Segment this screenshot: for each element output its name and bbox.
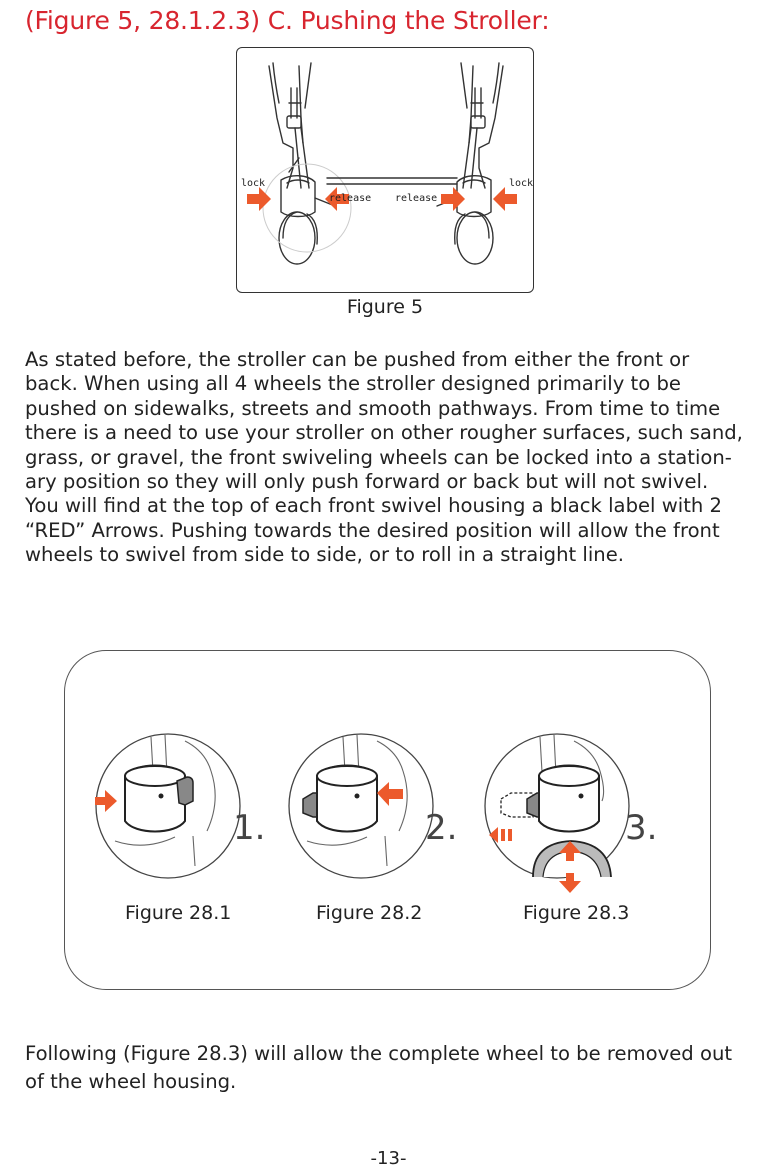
figure-28-1-caption: Figure 28.1 <box>125 902 232 924</box>
paragraph-line: there is a need to use your stroller on other rougher surfaces, such sand, <box>25 421 743 445</box>
step-1-illustration <box>95 734 265 878</box>
step-3-number: 3. <box>625 808 658 848</box>
figure-5-caption: Figure 5 <box>346 296 424 318</box>
stroller-wheels-drawing <box>237 48 535 294</box>
figure-28-panel <box>64 650 711 990</box>
label-lock-right: lock <box>509 178 534 189</box>
paragraph-line: back. When using all 4 wheels the stroller designed primarily to be <box>25 372 681 396</box>
instructions-paragraph <box>25 348 755 568</box>
label-release-left: release <box>329 193 372 204</box>
step-1-number: 1. <box>233 808 266 848</box>
paragraph-line: Following (Figure 28.3) will allow the complete wheel to be removed out <box>25 1042 733 1065</box>
label-lock-left: lock <box>241 178 266 189</box>
push-arrow-icon <box>95 790 117 812</box>
paragraph-line: grass, or gravel, the front swiveling wheels can be locked into a station- <box>25 445 732 469</box>
paragraph-line: As stated before, the stroller can be pushed from either the front or <box>25 348 690 371</box>
step-2-illustration <box>289 734 457 878</box>
label-release-right: release <box>395 193 438 204</box>
release-arrow-right-icon <box>441 187 465 211</box>
step-3-illustration <box>485 734 657 893</box>
swivel-lock-steps-drawing <box>65 651 712 991</box>
paragraph-line: wheels to swivel from side to side, or to roll in a straight line. <box>25 543 625 567</box>
page-number: -13- <box>370 1148 407 1169</box>
paragraph-line: of the wheel housing. <box>25 1070 237 1093</box>
figure-28-2-caption: Figure 28.2 <box>316 902 423 924</box>
paragraph-line: “RED” Arrows. Pushing towards the desired position will allow the front <box>25 518 720 542</box>
paragraph-line: ary position so they will only push forward or back but will not swivel. <box>25 470 709 494</box>
step-2-number: 2. <box>425 808 458 848</box>
push-arrow-icon <box>377 782 403 806</box>
paragraph-line: You will find at the top of each front swivel housing a black label with 2 <box>25 494 722 518</box>
paragraph-line: pushed on sidewalks, streets and smooth pathways. From time to time <box>25 396 721 420</box>
slide-arrow-icon <box>489 827 512 843</box>
followup-paragraph <box>25 1040 755 1096</box>
figure-5-illustration <box>236 47 534 293</box>
page-heading: (Figure 5, 28.1.2.3) C. Pushing the Stroller: <box>25 6 550 35</box>
lock-arrow-left-icon <box>247 187 271 211</box>
lock-arrow-right-icon <box>493 187 517 211</box>
figure-28-3-caption: Figure 28.3 <box>523 902 630 924</box>
